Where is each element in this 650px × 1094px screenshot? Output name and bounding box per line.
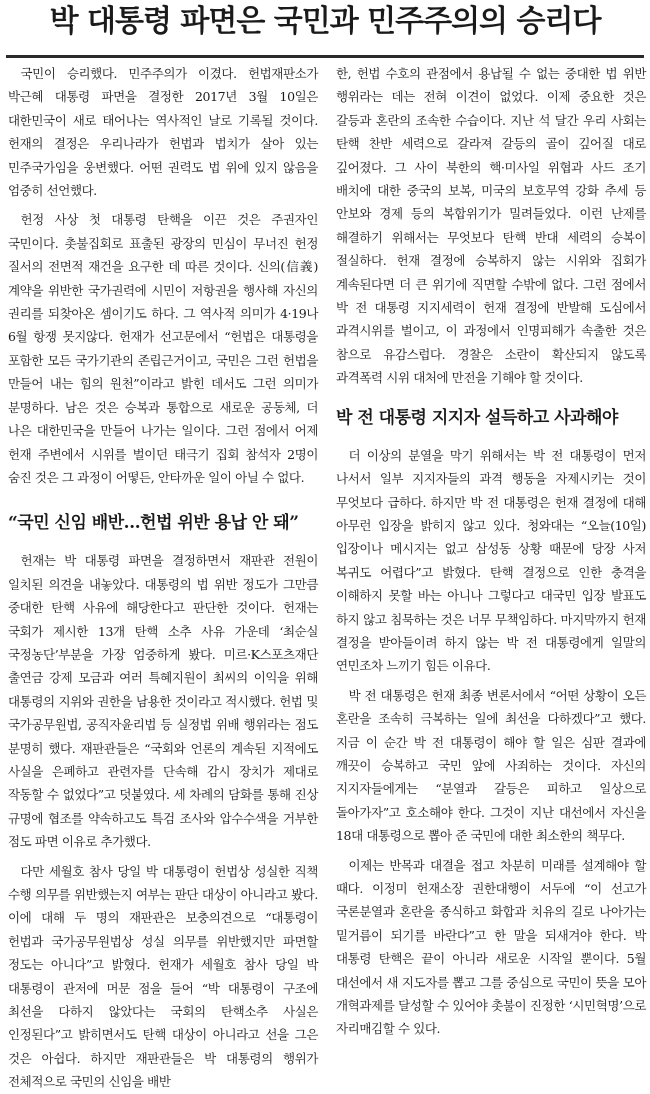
headline-rule bbox=[6, 55, 644, 58]
left-column bbox=[8, 62, 318, 1090]
body-paragraph: 헌정 사상 첫 대통령 탄핵을 이끈 것은 주권자인 국민이다. 촛불집회로 표출된 광장의 민심이 무너진 헌정 질서의 전면적 재건을 요구한 데 따른 것이다. 신의(信義) 계약을 위반한 국가권력에 시민이 저항권을 행사해 자신의 권리를 되찾아온 셈이기도 하다. 그 역사적 의미가 4·19나 6월 항쟁 못지않다. 헌재가 선고문에서 “헌법은 대통령을 포함한 모든 국가기관의 존립근거이고, 국민은 그런 헌법을 만들어 내는 힘의 원천”이라고 밝힌 데서도 그런 의미가 분명하다. 남은 것은 승복과 통합으로 새로운 공동체, 더 나은 대한민국을 만들어 나가는 일이다. 그런 점에서 어제 헌재 주변에서 시위를 벌이던 태극기 집회 참석자 2명이 숨진 것은 그 과정이 어떻든, 안타까운 일이 아닐 수 없다. bbox=[8, 212, 318, 485]
body-paragraph: 다만 세월호 참사 당일 박 대통령이 헌법상 성실한 직책 수행 의무를 위반했는지 여부는 판단 대상이 아니라고 봤다. 이에 대해 두 명의 재판관은 보충의견으로 “대통령이 헌법과 국가공무원법상 성실 의무를 위반했지만 파면할 정도는 아니다”고 밝혔다. 헌재가 세월호 참사 당일 박 대통령이 관저에 머문 점을 들어 “박 대통령이 구조에 최선을 다하지 않았다는 국회의 탄핵소추 사실은 인정된다”고 밝히면서도 탄핵 대상이 아니라고 선을 그은 것은 아쉽다. 하지만 재판관들은 박 대통령의 행위가 전체적으로 국민의 신임을 배반 bbox=[8, 863, 318, 1090]
body-paragraph: 더 이상의 분열을 막기 위해서는 박 전 대통령이 먼저 나서서 일부 지지자들의 과격 행동을 자제시키는 것이 무엇보다 급하다. 하지만 박 전 대통령은 헌재 결정에 대해 아무런 입장을 밝히지 않고 있다. 청와대는 “오늘(10일) 입장이나 메시지는 없고 삼성동 상황 때문에 당장 사저 복귀도 어렵다”고 밝혔다. 탄핵 결정으로 인한 충격을 이해하지 못할 바는 아니나 그렇다고 대국민 입장 발표도 하지 않고 침묵하는 것은 너무 무책임하다. 마지막까지 헌재 결정을 받아들이려 하지 않는 박 전 대통령에게 일말의 연민조차 느끼기 힘든 이유다. bbox=[336, 447, 646, 674]
body-paragraph: 국민이 승리했다. 민주주의가 이겼다. 헌법재판소가 박근혜 대통령 파면을 결정한 2017년 3월 10일은 대한민국이 새로 태어나는 역사적인 날로 기록될 것이다. 헌재의 결정은 우리나라가 헌법과 법치가 살아 있는 민주국가임을 웅변했다. 어떤 권력도 법 위에 있지 않음을 엄중히 선언했다. bbox=[8, 66, 318, 199]
subheading: “국민 신임 배반…헌법 위반 용납 안 돼” bbox=[8, 513, 299, 534]
subheading: 박 전 대통령 지지자 설득하고 사과해야 bbox=[336, 407, 618, 428]
body-paragraph: 박 전 대통령은 헌재 최종 변론서에서 “어떤 상황이 오든 혼란을 조속히 극복하는 일에 최선을 다하겠다”고 했다. 지금 이 순간 박 전 대통령이 해야 할 일은 심판 결과에 깨끗이 승복하고 국민 앞에 사죄하는 것이다. 자신의 지지자들에게는 “분열과 갈등은 피하고 일상으로 돌아가자”고 호소해야 한다. 그것이 지난 대선에서 자신을 18대 대통령으로 뽑아 준 국민에 대한 최소한의 책무다. bbox=[336, 687, 646, 844]
body-paragraph: 이제는 반목과 대결을 접고 차분히 미래를 설계해야 할 때다. 이정미 헌재소장 권한대행이 서두에 “이 선고가 국론분열과 혼란을 종식하고 화합과 치유의 길로 나아가는 밑거름이 되기를 바란다”고 한 말을 되새겨야 한다. 박 대통령 탄핵은 끝이 아니라 새로운 시작일 뿐이다. 5월 대선에서 새 지도자를 뽑고 그를 중심으로 국민이 뜻을 모아 개혁과제를 달성할 수 있어야 촛불이 진정한 ‘시민혁명’으로 자리매김할 수 있다. bbox=[336, 857, 646, 1037]
body-paragraph: 헌재는 박 대통령 파면을 결정하면서 재판관 전원이 일치된 의견을 내놓았다. 대통령의 법 위반 정도가 그만큼 중대한 탄핵 사유에 해당한다고 판단한 것이다. 헌재는 국회가 제시한 13개 탄핵 소추 사유 가운데 ‘최순실 국정농단’부분을 가장 엄중하게 봤다. 미르·K스포츠재단 출연금 강제 모금과 여러 특혜지원이 최씨의 이익을 위해 대통령의 지위와 권한을 남용한 것이라고 적시했다. 헌법 및 국가공무원법, 공직자윤리법 등 실정법 위배 행위라는 점도 분명히 했다. 재판관들은 “국회와 언론의 계속된 지적에도 사실을 은폐하고 관련자를 단속해 감시 장치가 제대로 작동할 수 없었다”고 덧붙였다. 세 차례의 담화를 통해 진상 규명에 협조를 약속하고도 특검 조사와 압수수색을 거부한 점도 파면 이유로 추가했다. bbox=[8, 553, 318, 850]
body-paragraph: 한, 헌법 수호의 관점에서 용납될 수 없는 중대한 법 위반 행위라는 데는 전혀 이견이 없었다. 이제 중요한 것은 갈등과 혼란의 조속한 수습이다. 지난 석 달간 우리 사회는 탄핵 찬반 세력으로 갈라져 갈등의 골이 깊어질 대로 깊어졌다. 그 사이 북한의 핵·미사일 위협과 사드 조기 배치에 대한 중국의 보복, 미국의 보호무역 강화 추세 등 안보와 경제 등의 복합위기가 밀려들었다. 이런 난제를 해결하기 위해서는 무엇보다 탄핵 반대 세력의 승복이 절실하다. 헌재 결정에 승복하지 않는 시위와 집회가 계속된다면 더 큰 위기에 직면할 수밖에 없다. 그런 점에서 박 전 대통령 지지세력이 헌재 결정에 반발해 도심에서 과격시위를 벌이고, 이 과정에서 인명피해가 속출한 것은 참으로 유감스럽다. 경찰은 소란이 확산되지 않도록 과격폭력 시위 대처에 만전을 기해야 할 것이다. bbox=[336, 66, 646, 386]
right-column bbox=[336, 62, 646, 1037]
editorial-headline: 박 대통령 파면은 국민과 민주주의의 승리다 bbox=[49, 4, 601, 39]
